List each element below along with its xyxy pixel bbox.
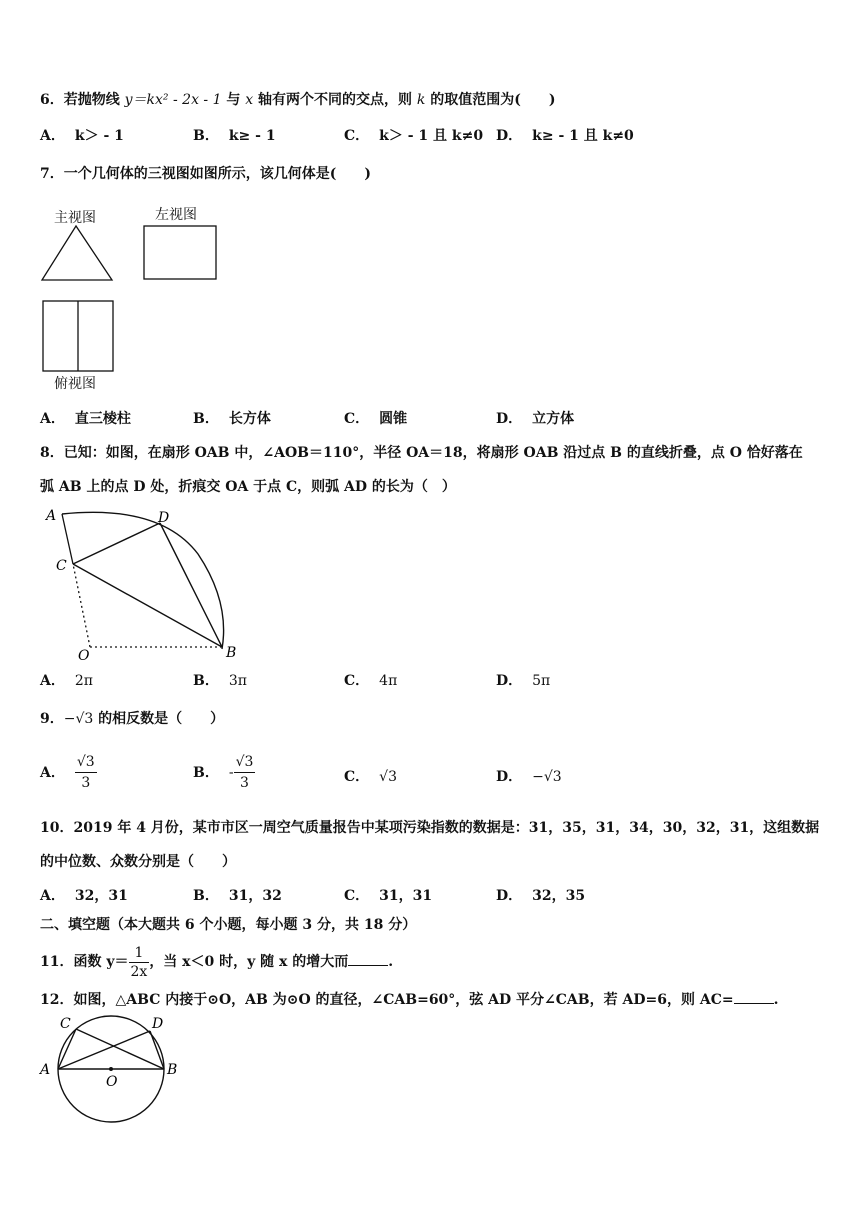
top-view-label: 俯视图 (54, 376, 96, 392)
q10-stem-line2: 的中位数、众数分别是（ ） (40, 854, 236, 870)
circle-point-d-label: D (152, 1016, 164, 1032)
q6-option-d: D． k≥ - 1 且 k≠0 (496, 128, 634, 144)
top-view-rectangle (40, 298, 118, 374)
circle-diagram (36, 1012, 186, 1132)
q8-option-b: B． 3π (193, 673, 247, 689)
circle-center-o-label: O (106, 1074, 118, 1090)
q7-option-c: C． 圆锥 (344, 411, 408, 427)
q10-option-c: C． 31，31 (344, 888, 433, 904)
point-c-label: C (56, 558, 67, 574)
q9-option-d: D． −√3 (496, 769, 562, 785)
q8-stem-line1: 8．已知：如图，在扇形 OAB 中，∠AOB＝110°，半径 OA＝18，将扇形 OAB 沿过点 B 的直线折叠，点 O 恰好落在 (40, 445, 803, 461)
q6-stem: 6．若抛物线 y＝kx² - 2x - 1 与 x 轴有两个不同的交点，则 k 的取值范围为( ) (40, 92, 556, 108)
point-a-label: A (46, 508, 57, 524)
q9-stem: 9．−√3 的相反数是（ ） (40, 711, 225, 727)
q9-option-c: C． √3 (344, 769, 397, 785)
q8-stem-line2: 弧 AB 上的点 D 处，折痕交 OA 于点 C，则弧 AD 的长为（ ） (40, 479, 456, 495)
q7-option-b: B． 长方体 (193, 411, 271, 427)
q12-answer-blank[interactable] (734, 989, 774, 1004)
q10-option-b: B． 31，32 (193, 888, 282, 904)
q9-option-a: A． $\frac{√3}{3}$ (40, 754, 95, 791)
q7-option-a: A． 直三棱柱 (40, 411, 131, 427)
q10-option-d: D． 32，35 (496, 888, 586, 904)
q6-option-b: B． k≥ - 1 (193, 128, 276, 144)
left-view-rectangle (140, 222, 222, 282)
front-view-triangle (38, 222, 118, 286)
circle-point-a-label: A (40, 1062, 51, 1078)
left-view-label: 左视图 (155, 207, 197, 223)
q12-stem: 12．如图，△ABC 内接于⊙O，AB 为⊙O 的直径，∠CAB=60°，弦 AD 平分∠CAB，若 AD=6，则 AC= . (40, 989, 778, 1010)
q11-stem: 11．函数 y＝ $\frac{1}{2x}$ ，当 x＜0 时，y 随 x 的增大而 . (40, 944, 394, 980)
q6-option-c: C． k＞ - 1 且 k≠0 (344, 128, 484, 144)
q6-option-a: A． k＞ - 1 (40, 128, 124, 144)
q11-answer-blank[interactable] (348, 951, 388, 966)
point-b-label: B (226, 645, 237, 661)
q7-stem: 7．一个几何体的三视图如图所示，该几何体是( ) (40, 166, 371, 182)
q10-stem-line1: 10．2019 年 4 月份，某市市区一周空气质量报告中某项污染指数的数据是：31，35，31，34，30，32，31，这组数据 (40, 820, 820, 836)
q8-option-c: C． 4π (344, 673, 398, 689)
sector-diagram (40, 502, 250, 667)
q8-option-a: A． 2π (40, 673, 93, 689)
circle-point-b-label: B (167, 1062, 178, 1078)
point-d-label: D (158, 510, 170, 526)
section-heading: 二、填空题（本大题共 6 个小题，每小题 3 分，共 18 分） (40, 917, 417, 933)
q10-option-a: A． 32，31 (40, 888, 128, 904)
q7-option-d: D． 立方体 (496, 411, 575, 427)
front-view-label: 主视图 (54, 210, 96, 226)
point-o-label: O (78, 648, 90, 664)
circle-point-c-label: C (60, 1016, 71, 1032)
q9-option-b: B． - $\frac{√3}{3}$ (193, 754, 254, 791)
q8-option-d: D． 5π (496, 673, 551, 689)
